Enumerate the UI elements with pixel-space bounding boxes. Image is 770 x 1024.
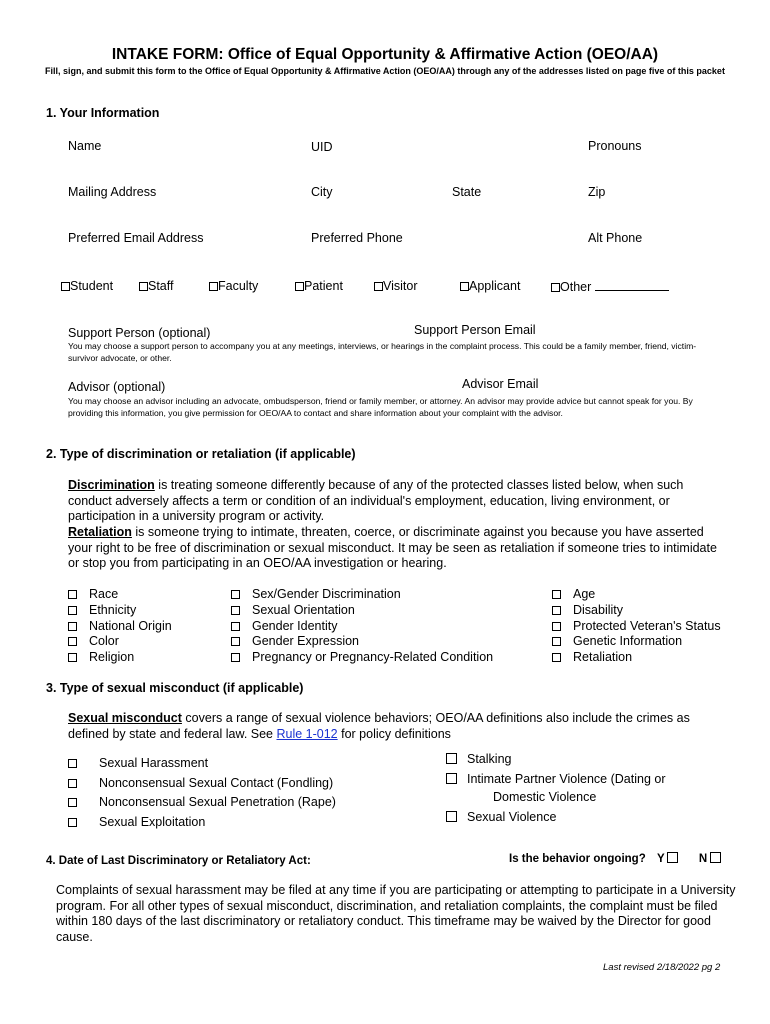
section4-heading: 4. Date of Last Discriminatory or Retaliatory Act: <box>46 855 311 867</box>
checkbox-icon[interactable] <box>68 779 77 788</box>
retaliation-term: Retaliation <box>68 525 132 539</box>
checkbox-icon[interactable] <box>231 606 240 615</box>
ongoing-no-checkbox[interactable] <box>710 852 721 863</box>
checkbox-color[interactable]: Color <box>68 634 172 650</box>
checkbox-religion[interactable]: Religion <box>68 650 172 666</box>
checkbox-icon[interactable] <box>61 282 70 291</box>
checkbox-retaliation[interactable]: Retaliation <box>552 650 721 666</box>
checkbox-icon[interactable] <box>552 606 561 615</box>
checkbox-icon[interactable] <box>209 282 218 291</box>
checkbox-icon[interactable] <box>552 653 561 662</box>
checkbox-icon[interactable] <box>68 637 77 646</box>
sexual-misconduct-term: Sexual misconduct <box>68 711 182 725</box>
mailing-address-label: Mailing Address <box>68 185 157 199</box>
checkbox-icon[interactable] <box>446 753 457 764</box>
alt-phone-label: Alt Phone <box>588 231 643 245</box>
role-faculty[interactable]: Faculty <box>209 279 258 293</box>
section3-heading: 3. Type of sexual misconduct (if applicable) <box>46 681 304 695</box>
city-label: City <box>311 185 333 199</box>
section1-heading: 1. Your Information <box>46 106 160 120</box>
zip-label: Zip <box>588 185 606 199</box>
checkbox-icon[interactable] <box>68 818 77 827</box>
discrimination-col2 <box>231 587 493 666</box>
checkbox-age[interactable]: Age <box>552 587 721 603</box>
checkbox-icon[interactable] <box>295 282 304 291</box>
checkbox-icon[interactable] <box>231 653 240 662</box>
role-other[interactable]: Other <box>551 279 669 294</box>
checkbox-icon[interactable] <box>68 590 77 599</box>
uid-label: UID <box>311 140 333 154</box>
discrimination-col3 <box>552 587 721 666</box>
checkbox-genetic-info[interactable]: Genetic Information <box>552 634 721 650</box>
form-title: INTAKE FORM: Office of Equal Opportunity & Affirmative Action (OEO/AA) <box>111 46 659 63</box>
advisor-note: You may choose an advisor including an advocate, ombudsperson, friend or family member, or attorney. An advisor may provide advice but cannot speak for you. By providing this information, you give permission for OEO/AA to contact and share information about your complaint with the advisor. <box>68 396 693 418</box>
checkbox-icon[interactable] <box>374 282 383 291</box>
checkbox-icon[interactable] <box>446 773 457 784</box>
checkbox-icon[interactable] <box>68 759 77 768</box>
checkbox-stalking[interactable]: Stalking <box>446 752 511 766</box>
checkbox-race[interactable]: Race <box>68 587 172 603</box>
other-blank-field[interactable] <box>595 279 669 291</box>
ongoing-question: Is the behavior ongoing? Y N <box>509 852 721 865</box>
state-label: State <box>452 185 482 199</box>
checkbox-rape[interactable]: Nonconsensual Sexual Penetration (Rape) <box>68 793 336 813</box>
role-patient[interactable]: Patient <box>295 279 343 293</box>
checkbox-icon[interactable] <box>231 590 240 599</box>
checkbox-sexual-harassment[interactable]: Sexual Harassment <box>68 754 336 774</box>
checkbox-sexual-orientation[interactable]: Sexual Orientation <box>231 603 493 619</box>
support-email-label: Support Person Email <box>414 323 536 337</box>
retaliation-text: is someone trying to intimate, threaten, coerce, or discriminate against you because you have asserted your right to be free of discrimination or sexual misconduct. It may be seen as retaliation if someone tries to intimidate or stop you from participating in an OEO/AA investigation or hearing. <box>68 525 717 570</box>
form-subtitle: Fill, sign, and submit this form to the Office of Equal Opportunity & Affirmative Action (OEO/AA) through any of the addresses listed on page five of this packet <box>45 66 725 76</box>
checkbox-gender-expression[interactable]: Gender Expression <box>231 634 493 650</box>
discrimination-definition <box>68 478 728 525</box>
checkbox-icon[interactable] <box>68 653 77 662</box>
advisor-email-label: Advisor Email <box>462 377 539 391</box>
name-label: Name <box>68 139 102 153</box>
role-visitor[interactable]: Visitor <box>374 279 418 293</box>
support-person-label: Support Person (optional) <box>68 326 211 340</box>
role-applicant[interactable]: Applicant <box>460 279 520 293</box>
checkbox-icon[interactable] <box>139 282 148 291</box>
pronouns-label: Pronouns <box>588 139 642 153</box>
role-staff[interactable]: Staff <box>139 279 173 293</box>
email-label: Preferred Email Address <box>68 231 204 245</box>
checkbox-icon[interactable] <box>68 798 77 807</box>
role-student[interactable]: Student <box>61 279 113 293</box>
checkbox-exploitation[interactable]: Sexual Exploitation <box>68 813 336 833</box>
checkbox-icon[interactable] <box>446 811 457 822</box>
checkbox-fondling[interactable]: Nonconsensual Sexual Contact (Fondling) <box>68 774 336 794</box>
section2-heading: 2. Type of discrimination or retaliation (if applicable) <box>46 447 356 461</box>
checkbox-sex-gender[interactable]: Sex/Gender Discrimination <box>231 587 493 603</box>
checkbox-disability[interactable]: Disability <box>552 603 721 619</box>
misconduct-left-col <box>68 754 336 832</box>
checkbox-icon[interactable] <box>552 622 561 631</box>
discrimination-col1 <box>68 587 172 666</box>
checkbox-gender-identity[interactable]: Gender Identity <box>231 619 493 635</box>
discrimination-text: is treating someone differently because of any of the protected classes listed below, when such conduct adversely affects a term or condition of an individual's employment, education, living environment, or participation in a university program or activity. <box>68 478 684 523</box>
retaliation-definition <box>68 525 728 572</box>
page-footer: Last revised 2/18/2022 pg 2 <box>603 962 721 973</box>
sexual-misconduct-definition: Sexual misconduct covers a range of sexual violence behaviors; OEO/AA definitions also include the crimes as defined by state and federal law. See Rule 1-012 for policy definitions <box>68 711 690 741</box>
checkbox-icon[interactable] <box>552 637 561 646</box>
discrimination-term: Discrimination <box>68 478 155 492</box>
checkbox-veteran-status[interactable]: Protected Veteran's Status <box>552 619 721 635</box>
ipv-continuation: Domestic Violence <box>493 790 597 804</box>
checkbox-icon[interactable] <box>551 283 560 292</box>
support-note: You may choose a support person to accompany you at any meetings, interviews, or hearings in the complaint process. This could be a family member, friend, victim-survivor advocate, or other. <box>68 341 697 363</box>
checkbox-national-origin[interactable]: National Origin <box>68 619 172 635</box>
ongoing-yes-checkbox[interactable] <box>667 852 678 863</box>
advisor-label: Advisor (optional) <box>68 380 166 394</box>
checkbox-sexual-violence[interactable]: Sexual Violence <box>446 810 556 824</box>
checkbox-icon[interactable] <box>231 622 240 631</box>
checkbox-icon[interactable] <box>68 622 77 631</box>
checkbox-pregnancy[interactable]: Pregnancy or Pregnancy-Related Condition <box>231 650 493 666</box>
phone-label: Preferred Phone <box>311 231 403 245</box>
checkbox-ethnicity[interactable]: Ethnicity <box>68 603 172 619</box>
rule-link[interactable]: Rule 1-012 <box>276 726 338 741</box>
filing-deadline-paragraph: Complaints of sexual harassment may be filed at any time if you are participating or attempting to participate in a University program. For all other types of sexual misconduct, discrimination, and retaliation complaints, the complaint must be filed within 180 days of the last discriminatory or retaliatory conduct. This timeframe may be waived by the Director for good cause. <box>56 883 736 944</box>
checkbox-ipv[interactable]: Intimate Partner Violence (Dating or <box>446 772 665 786</box>
checkbox-icon[interactable] <box>68 606 77 615</box>
checkbox-icon[interactable] <box>231 637 240 646</box>
checkbox-icon[interactable] <box>460 282 469 291</box>
checkbox-icon[interactable] <box>552 590 561 599</box>
